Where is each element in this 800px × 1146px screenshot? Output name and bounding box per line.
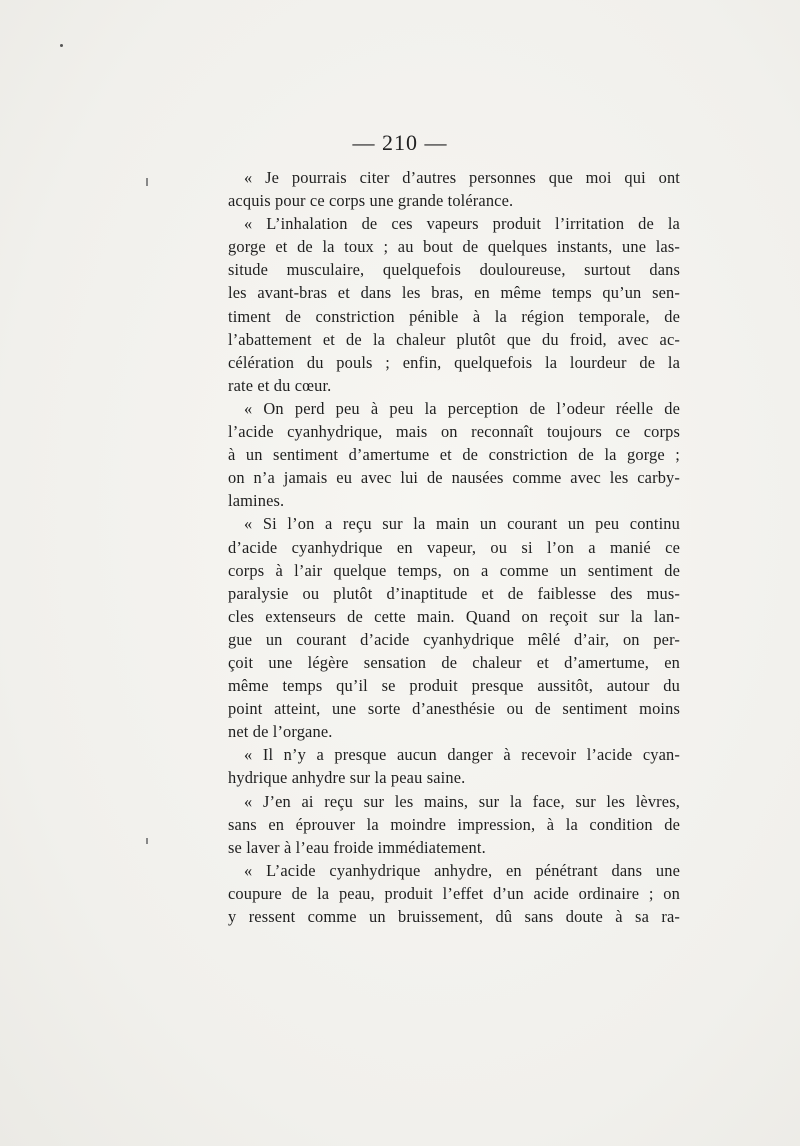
- text-line: rate et du cœur.: [228, 375, 332, 395]
- text-line: paralysie ou plutôt d’inaptitude et de faiblesse des mus-: [228, 583, 680, 603]
- text-line: « L’acide cyanhydrique anhydre, en pénétrant dans une: [244, 860, 680, 880]
- page-number: — 210 —: [352, 130, 448, 155]
- text-line: çoit une légère sensation de chaleur et d’amertume, en: [228, 652, 680, 672]
- margin-mark: [146, 838, 148, 844]
- text-line: net de l’organe.: [228, 722, 333, 742]
- text-line: se laver à l’eau froide immédiatement.: [228, 837, 486, 857]
- text-line: on n’a jamais eu avec lui de nausées comme avec les carby-: [228, 468, 680, 488]
- text-line: « J’en ai reçu sur les mains, sur la face, sur les lèvres,: [244, 791, 680, 811]
- text-line: « Je pourrais citer d’autres personnes que moi qui ont: [244, 168, 680, 187]
- text-line: cles extenseurs de cette main. Quand on reçoit sur la lan-: [228, 606, 680, 626]
- text-line: à un sentiment d’amertume et de constriction de la gorge ;: [228, 445, 680, 465]
- text-line: y ressent comme un bruissement, dû sans doute à sa ra-: [228, 907, 680, 926]
- text-line: corps à l’air quelque temps, on a comme un sentiment de: [228, 560, 680, 580]
- text-line: acquis pour ce corps une grande tolérance.: [228, 191, 514, 211]
- text-line: situde musculaire, quelquefois douloureuse, surtout dans: [228, 260, 680, 280]
- text-line: célération du pouls ; enfin, quelquefois la lourdeur de la: [228, 352, 680, 372]
- text-line: « On perd peu à peu la perception de l’odeur réelle de: [244, 398, 680, 418]
- text-line: même temps qu’il se produit presque aussitôt, autour du: [228, 676, 680, 696]
- text-line: coupure de la peau, produit l’effet d’un acide ordinaire ; on: [228, 883, 680, 903]
- text-line: gue un courant d’acide cyanhydrique mêlé d’air, on per-: [228, 629, 680, 649]
- text-line: timent de constriction pénible à la région temporale, de: [228, 306, 680, 326]
- text-line: hydrique anhydre sur la peau saine.: [228, 768, 466, 788]
- text-line: point atteint, une sorte d’anesthésie ou de sentiment moins: [228, 699, 680, 719]
- text-line: l’acide cyanhydrique, mais on reconnaît toujours ce corps: [228, 422, 680, 442]
- margin-mark: [146, 178, 148, 186]
- print-speck: [60, 44, 63, 47]
- text-line: sans en éprouver la moindre impression, à la condition de: [228, 814, 680, 834]
- text-line: « Si l’on a reçu sur la main un courant un peu continu: [244, 514, 680, 534]
- text-line: d’acide cyanhydrique en vapeur, ou si l’on a manié ce: [228, 537, 680, 557]
- text-line: « L’inhalation de ces vapeurs produit l’irritation de la: [244, 214, 680, 234]
- text-line: les avant-bras et dans les bras, en même temps qu’un sen-: [228, 283, 680, 303]
- body-text: [228, 166, 680, 928]
- text-line: « Il n’y a presque aucun danger à recevoir l’acide cyan-: [244, 745, 680, 765]
- text-line: l’abattement et de la chaleur plutôt que du froid, avec ac-: [228, 329, 680, 349]
- text-line: gorge et de la toux ; au bout de quelques instants, une las-: [228, 237, 680, 257]
- text-line: lamines.: [228, 491, 285, 511]
